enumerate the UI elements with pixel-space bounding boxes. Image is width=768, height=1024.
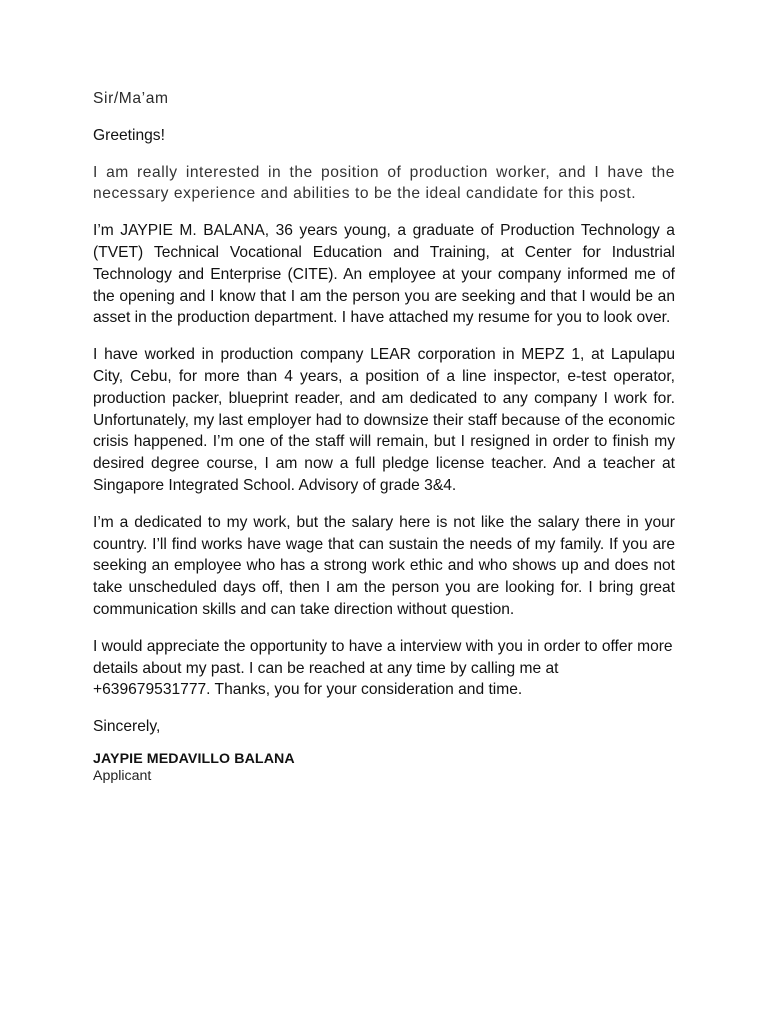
greeting: Greetings! (93, 126, 165, 144)
paragraph-experience: I have worked in production company LEAR corporation in MEPZ 1, at Lapulapu City, Cebu, for more than 4 years, a position of a line inspector, e-test operator, production packer, blueprint reader, and am dedicated to any company I work for. Unfortunately, my last employer had to downsize their staff because of the economic crisis happened. I’m one of the staff will remain, but I resigned in order to finish my desired degree course, I am now a full pledge license teacher. And a teacher at Singapore Integrated School. Advisory of grade 3&4. (93, 346, 675, 494)
paragraph-background: I’m JAYPIE M. BALANA, 36 years young, a graduate of Production Technology a (TVET) Technical Vocational Education and Training, at Center for Industrial Technology and Enterprise (CITE). An employee at your company informed me of the opening and I know that I am the person you are seeking and that I would be an asset in the production department. I have attached my resume for you to look over. (93, 222, 675, 327)
signature-name: JAYPIE MEDAVILLO BALANA (93, 750, 295, 767)
signature-title: Applicant (93, 767, 152, 784)
paragraph-intro: I am really interested in the position of production worker, and I have the necessary experience and abilities to be the ideal candidate for this post. (93, 163, 675, 203)
cover-letter (93, 88, 675, 785)
closing: Sincerely, (93, 718, 161, 736)
paragraph-contact: I would appreciate the opportunity to have a interview with you in order to offer more details about my past. I can be reached at any time by calling me at +639679531777. Thanks, you for your consideration and time. (93, 637, 673, 699)
paragraph-motivation: I’m a dedicated to my work, but the salary here is not like the salary there in your country. I’ll find works have wage that can sustain the needs of my family. If you are seeking an employee who has a strong work ethic and who shows up and does not take unscheduled days off, then I am the person you are looking for. I bring great communication skills and can take direction without question. (93, 513, 675, 618)
salutation: Sir/Ma’am (93, 90, 169, 107)
